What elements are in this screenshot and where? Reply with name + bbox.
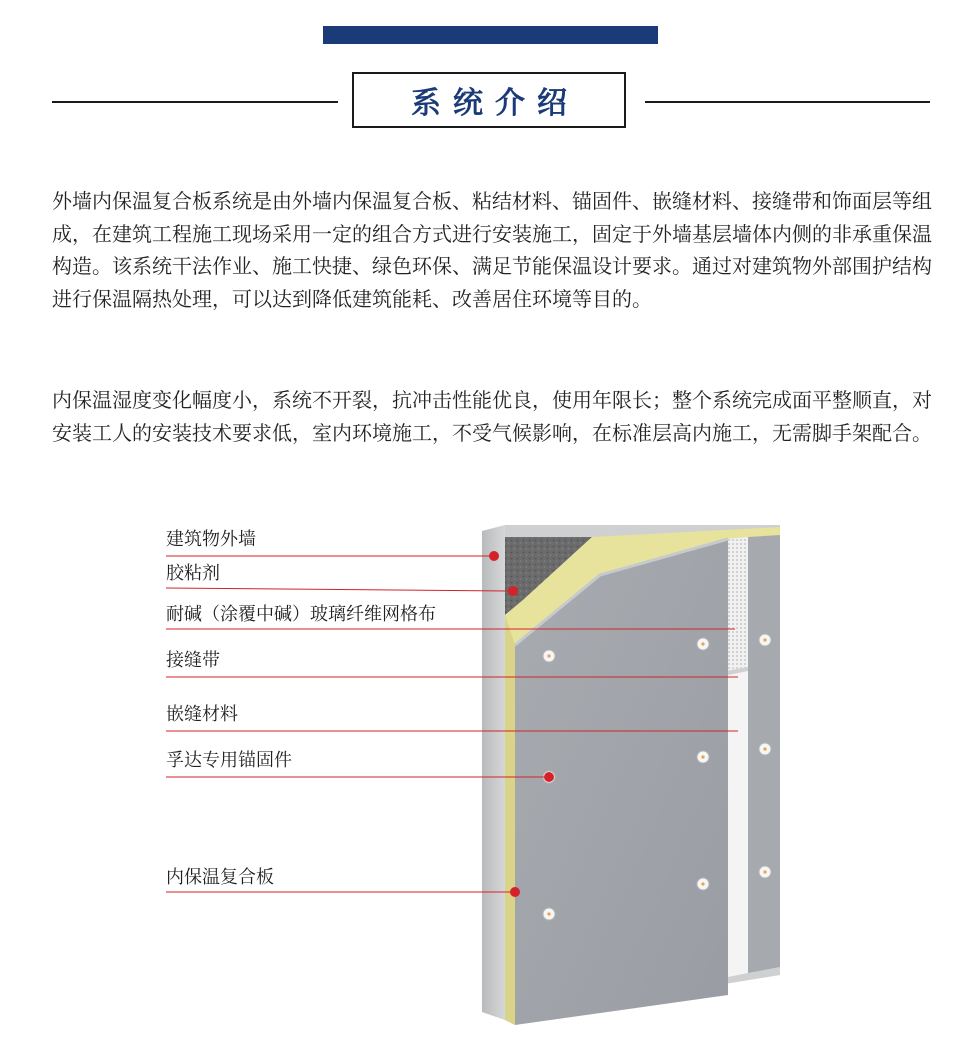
header-accent-bar bbox=[323, 26, 658, 44]
label-composite-board: 内保温复合板 bbox=[166, 867, 274, 888]
mesh-strip bbox=[726, 537, 748, 671]
leader-line-adhesive bbox=[166, 588, 513, 591]
intro-paragraph-2: 内保温湿度变化幅度小，系统不开裂，抗冲击性能优良，使用年限长；整个系统完成面平整顺直，对安装工人的安装技术要求低，室内环境施工，不受气候影响，在标准层高内施工，无需脚手架配合。 bbox=[52, 388, 932, 445]
label-adhesive: 胶粘剂 bbox=[166, 563, 220, 584]
marker-adhesive bbox=[508, 586, 518, 596]
label-fiberglass-mesh: 耐碱（涂覆中碱）玻璃纤维网格布 bbox=[166, 604, 436, 625]
marker-anchor bbox=[544, 772, 554, 782]
title-rule-right bbox=[645, 101, 930, 103]
label-anchor: 孚达专用锚固件 bbox=[166, 750, 292, 771]
system-structure-diagram bbox=[0, 515, 980, 1048]
intro-paragraph-1: 外墙内保温复合板系统是由外墙内保温复合板、粘结材料、锚固件、嵌缝材料、接缝带和饰面层等组成，在建筑工程施工现场采用一定的组合方式进行安装施工，固定于外墙基层墙体内侧的非承重保温构造。该系统干法作业、施工快捷、绿色环保、满足节能保温设计要求。通过对建筑物外部围护结构进行保温隔热处理，可以达到降低建筑能耗、改善居住环境等目的。 bbox=[52, 189, 932, 311]
marker-wall bbox=[489, 551, 499, 561]
label-exterior-wall: 建筑物外墙 bbox=[166, 529, 256, 550]
wall-layers-illustration bbox=[0, 515, 980, 1048]
joint-strip bbox=[728, 671, 748, 977]
label-caulking: 嵌缝材料 bbox=[166, 704, 238, 725]
label-joint-tape: 接缝带 bbox=[166, 650, 220, 671]
marker-board bbox=[510, 887, 520, 897]
exterior-wall-shape bbox=[482, 525, 505, 1020]
title-rule-left bbox=[52, 101, 338, 103]
section-title: 系统介绍 bbox=[352, 72, 626, 128]
